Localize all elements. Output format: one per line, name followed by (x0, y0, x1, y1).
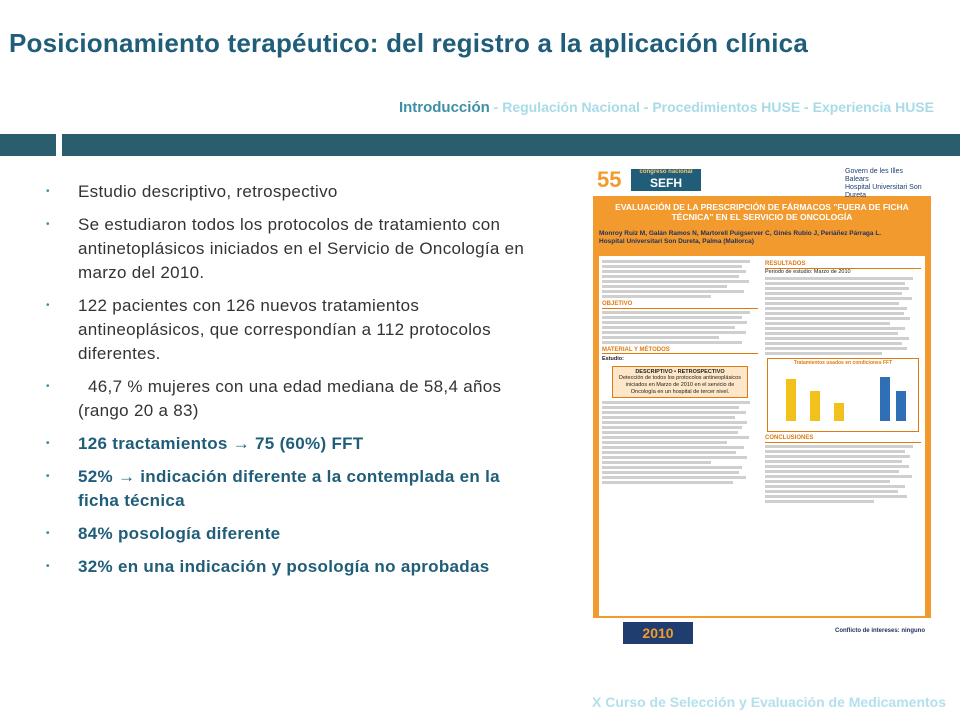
poster-image (593, 164, 931, 648)
header-bar-left (0, 134, 56, 156)
poster-chart-bar (786, 379, 796, 421)
poster-text-lines (602, 260, 758, 298)
poster-text-lines (765, 277, 921, 355)
nav-other-sections[interactable]: - Regulación Nacional - Procedimientos HUSE - Experiencia HUSE (489, 99, 934, 115)
poster-text-lines (602, 401, 758, 484)
poster-title: EVALUACIÓN DE LA PRESCRIPCIÓN DE FÁRMACOS "FUERA DE FICHA TÉCNICA" EN EL SERVICIO DE ONCOLOGÍA (615, 202, 909, 222)
poster-year-badge: 2010 (623, 622, 693, 644)
bullet-dot-icon: • (46, 438, 50, 449)
poster-logo-sefh (631, 169, 701, 191)
poster-box-title: DESCRIPTIVO • RETROSPECTIVO (635, 368, 725, 375)
poster-authors-text: Monroy Ruiz M, Galán Ramos N, Martorell Puigserver C, Ginés Rubio J, Periáñez Párraga L. (599, 230, 882, 237)
poster-section-material: MATERIAL Y MÉTODOS (602, 347, 758, 355)
poster-govern-text: Govern de les Illes Balears (845, 168, 903, 183)
poster-govern-sub: Hospital Universitari Son Dureta (845, 184, 922, 199)
bullet-text: 52% (78, 467, 118, 486)
poster-text-lines (765, 445, 921, 503)
poster-section-objetivo: OBJETIVO (602, 301, 758, 309)
bullet-item-highlight (34, 555, 534, 579)
section-nav (399, 99, 934, 116)
bullet-dot-icon: • (46, 219, 50, 230)
poster-chart (767, 358, 919, 432)
bullet-text: 84% posología diferente (78, 524, 281, 543)
poster-body (599, 256, 925, 616)
poster-logo-number: 55 (597, 167, 622, 192)
bullet-dot-icon: • (46, 300, 50, 311)
bullet-dot-icon: • (46, 381, 50, 392)
bullet-dot-icon: • (46, 528, 50, 539)
bullet-item-highlight (34, 432, 534, 456)
poster-logo-name: SEFH (649, 176, 682, 190)
bullet-item (34, 375, 534, 423)
poster-chart-bar (896, 391, 906, 421)
poster-footer (593, 618, 931, 648)
poster-text-lines (602, 311, 758, 344)
bullet-item (34, 294, 534, 366)
poster-chart-bar (834, 403, 844, 421)
poster-estudio: Estudio: (602, 356, 624, 363)
poster-box-text: Detección de todos los protocolos antineoplásicos iniciados en Marzo de 2010 en el servicio de Oncología en un hospital de tercer nivel. (619, 375, 741, 395)
arrow-right-icon: → (117, 467, 136, 486)
bullet-text: Estudio descriptivo, retrospectivo (78, 182, 338, 201)
bullet-item-highlight (34, 465, 534, 513)
poster-conflict: Conflicto de intereses: ninguno (834, 628, 925, 634)
poster-govern-logo (845, 168, 925, 200)
poster-authors (599, 230, 925, 246)
poster-hospital: Hospital Universitari Son Dureta, Palma (Mallorca) (599, 238, 754, 245)
bullet-text: 122 pacientes con 126 nuevos tratamientos antineoplásicos, que correspondían a 112 protocolos diferentes. (78, 296, 491, 363)
poster-section-resultados: RESULTADOS (765, 261, 921, 269)
bullet-text: 126 tractamientos (78, 434, 233, 453)
bullet-text: indicación diferente a la contemplada en la ficha técnica (78, 467, 500, 510)
bullet-item (34, 213, 534, 285)
poster-section-conclusiones: CONCLUSIONES (765, 435, 921, 443)
arrow-right-icon: → (232, 434, 251, 453)
poster-chart-title: Tratamientos usados en condiciones FFT (793, 360, 893, 367)
poster-chart-bar (880, 377, 890, 421)
bullet-dot-icon: • (46, 471, 50, 482)
header-bar-right (62, 134, 960, 156)
poster-logo-sub: congreso nacional (639, 169, 693, 175)
footer-course-name: X Curso de Selección y Evaluación de Medicamentos (591, 694, 946, 710)
bullet-text: 46,7 % mujeres con una edad mediana de 58,4 años (rango 20 a 83) (78, 377, 507, 420)
bullet-item-highlight (34, 522, 534, 546)
poster-box (612, 366, 748, 398)
page-title: Posicionamiento terapéutico: del registro a la aplicación clínica (9, 28, 809, 58)
poster-header (593, 164, 931, 199)
bullet-text: 32% en una indicación y posología no aprobadas (78, 557, 490, 576)
poster-periodo: Periodo de estudio: Marzo de 2010 (765, 268, 851, 275)
bullet-dot-icon: • (46, 186, 50, 197)
bullet-item (34, 180, 534, 204)
bullet-text: Se estudiaron todos los protocolos de tratamiento con antinetoplásicos iniciados en el Servicio de Oncología en marzo del 2010. (78, 215, 525, 282)
poster-chart-bar (810, 391, 820, 421)
bullet-dot-icon: • (46, 561, 50, 572)
bullet-list (34, 180, 534, 588)
poster-col-right (765, 258, 921, 505)
bullet-text: 75 (60%) FFT (250, 434, 364, 453)
poster-col-left (602, 258, 758, 486)
nav-active-introduccion[interactable]: Introducción (398, 99, 490, 116)
